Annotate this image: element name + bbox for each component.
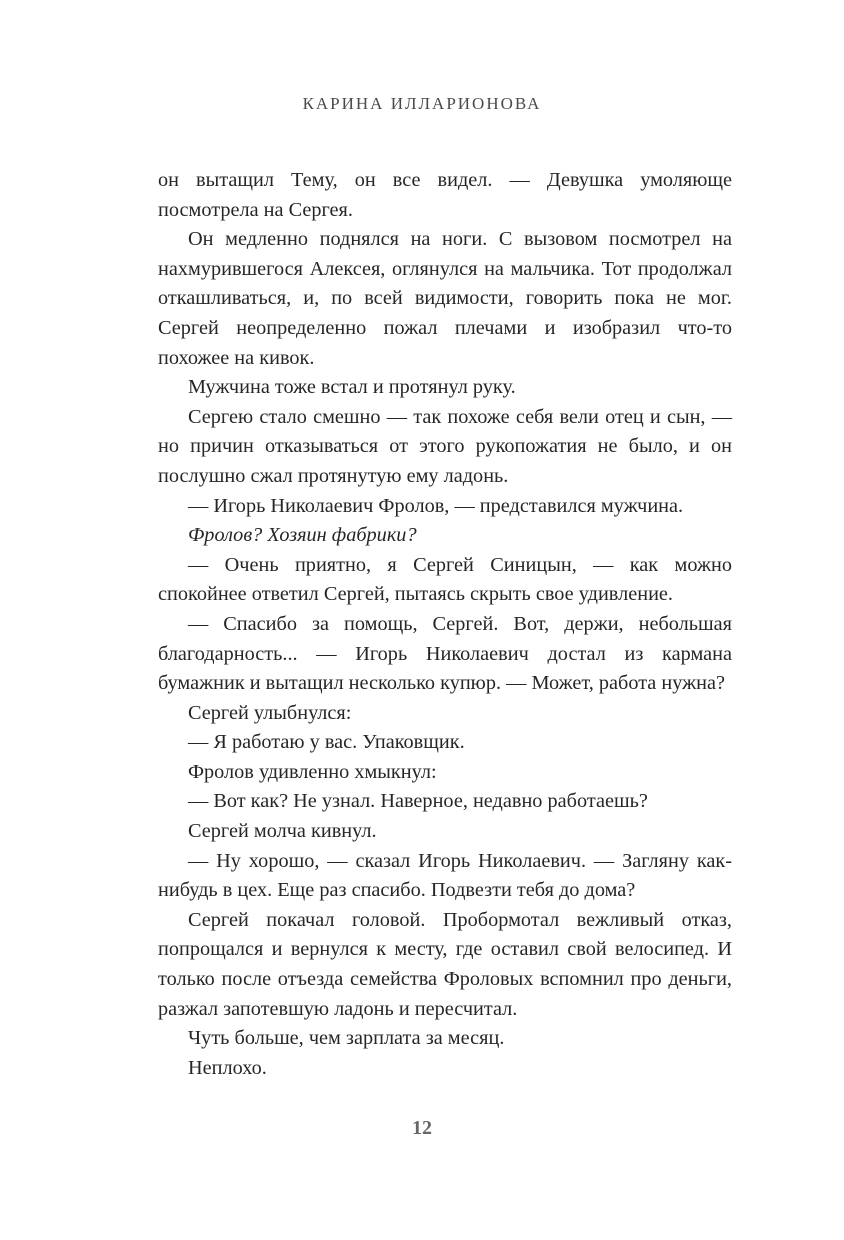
paragraph: — Вот как? Не узнал. Наверное, недавно работаешь?: [188, 790, 648, 813]
paragraph: Он медленно поднялся на ноги. С вызовом посмотрел на нахмурившегося Алексея, оглянулся на мальчика. Тот продолжал откашливаться, и, по всей видимости, говорить пока не мог. Сергей неопределенно пожал плечами и изобразил что-то похожее на кивок.: [158, 228, 732, 369]
paragraph: Сергею стало смешно — так похоже себя вели отец и сын, — но причин отказываться от этого рукопожатия не было, и он послушно сжал протянутую ему ладонь.: [158, 405, 732, 487]
italic-thought: Фролов? Хозяин фабрики?: [188, 524, 417, 547]
paragraph-italic: [158, 521, 732, 551]
paragraph: — Я работаю у вас. Упаковщик.: [188, 731, 465, 754]
paragraph: Фролов удивленно хмыкнул:: [188, 760, 437, 783]
paragraph: — Игорь Николаевич Фролов, — представился мужчина.: [188, 494, 684, 517]
paragraph: Мужчина тоже встал и протянул руку.: [188, 376, 516, 399]
paragraph: Сергей молча кивнул.: [188, 820, 377, 843]
page-number: 12: [412, 1117, 432, 1139]
paragraph: — Очень приятно, я Сергей Синицын, — как можно спокойнее ответил Сергей, пытаясь скрыть свое удивление.: [158, 553, 732, 606]
paragraph: Сергей покачал головой. Пробормотал вежливый отказ, попрощался и вернулся к месту, где оставил свой велосипед. И только после отъезда семейства Фроловых вспомнил про деньги, разжал запотевшую ладонь и пересчитал.: [158, 908, 732, 1020]
running-head: КАРИНА ИЛЛАРИОНОВА: [302, 94, 542, 113]
paragraph: Сергей улыбнулся:: [188, 701, 352, 724]
paragraph: он вытащил Тему, он все видел. — Девушка умоляюще посмотрела на Сергея.: [158, 169, 732, 221]
body-text: [158, 166, 732, 1083]
paragraph: Неплохо.: [188, 1056, 267, 1079]
paragraph: Чуть больше, чем зарплата за месяц.: [188, 1027, 505, 1050]
paragraph: — Ну хорошо, — сказал Игорь Николаевич. — Загляну как-нибудь в цех. Еще раз спасибо. Подвезти тебя до дома?: [158, 849, 732, 902]
paragraph: — Спасибо за помощь, Сергей. Вот, держи, небольшая благодарность... — Игорь Николаевич достал из кармана бумажник и вытащил несколько купюр. — Может, работа нужна?: [158, 612, 732, 695]
